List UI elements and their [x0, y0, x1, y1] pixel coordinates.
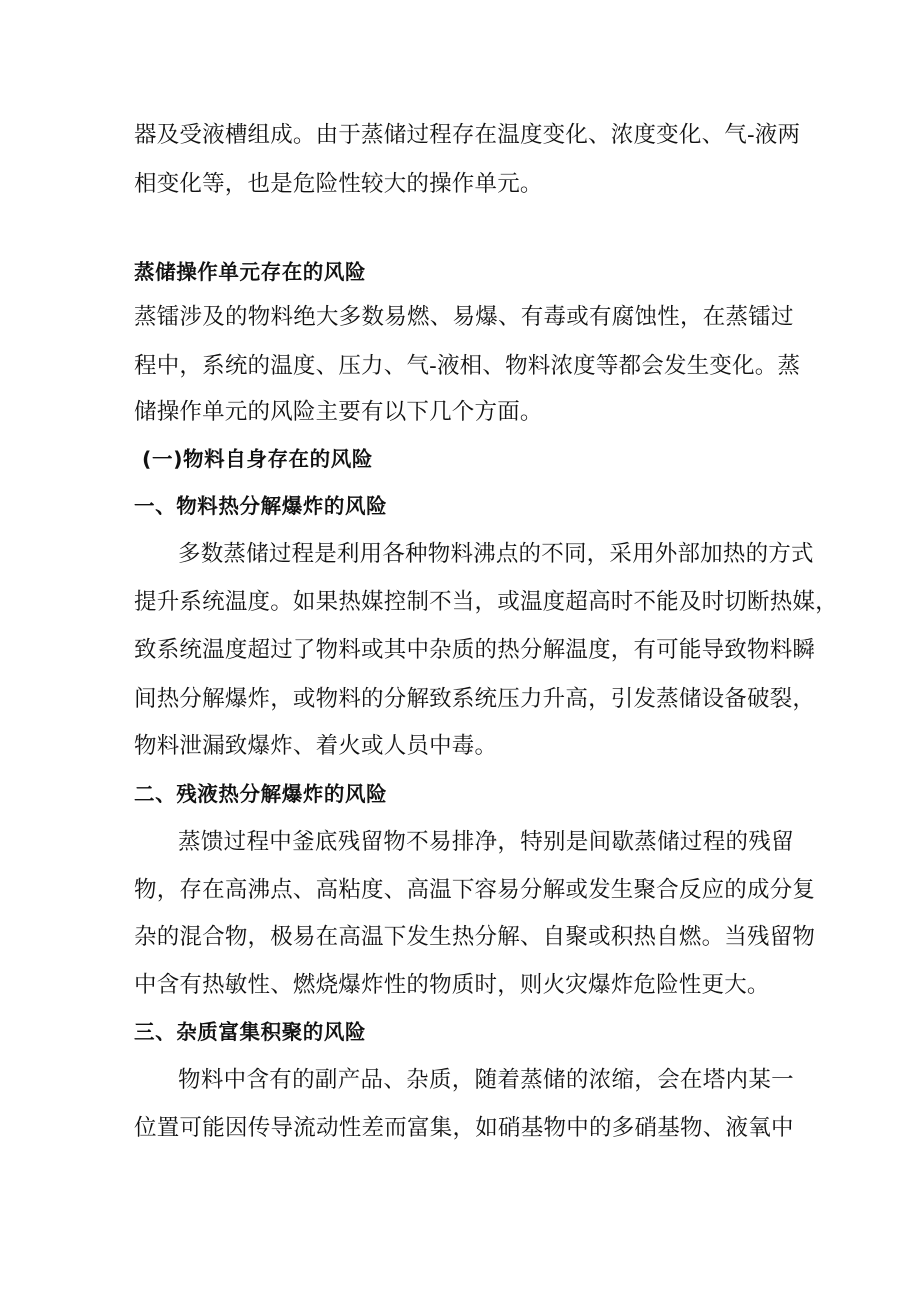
- paragraph-line: 蒸 馈 过 程 中 釜 底 残 留 物 不 易 排 净 ， 特 别 是 间 歇 蒸 储 过 程 的 残 留: [178, 829, 794, 855]
- item-heading: 三、杂质富集积聚的风险: [134, 1020, 367, 1044]
- paragraph-line: 蒸 镭 涉 及 的 物 料 绝 大 多 数 易 燃 、 易 爆 、 有 毒 或 有 腐 蚀 性 ， 在 蒸 镭 过: [134, 304, 794, 330]
- paragraph-line: 位 置 可 能 因 传 导 流 动 性 差 而 富 集 ， 如 硝 基 物 中 的 多 硝 基 物 、 液 氧 中: [134, 1115, 794, 1141]
- paragraph-line: 储操作单元的风险主要有以下几个方面。: [134, 399, 543, 425]
- paragraph-line: 物 ， 存 在 高 沸 点 、 高 粘 度 、 高 温 下 容 易 分 解 或 发 生 聚 合 反 应 的 成 分 复: [134, 877, 816, 903]
- paragraph-line: 中含有热敏性、燃烧爆炸性的物质时，则火灾爆炸危险性更大。: [134, 972, 770, 998]
- paragraph-line: 间 热 分 解 爆 炸 ， 或 物 料 的 分 解 致 系 统 压 力 升 高 ， 引 发 蒸 储 设 备 破 裂 ，: [134, 686, 816, 712]
- paragraph-line: 提 升 系 统 温 度 。 如 果 热 媒 控 制 不 当 ， 或 温 度 超 高 时 不 能 及 时 切 断 热 媒 ，: [134, 589, 838, 615]
- item-heading: 二、残液热分解爆炸的风险: [134, 782, 388, 806]
- section-heading: 蒸储操作单元存在的风险: [134, 260, 367, 284]
- paragraph-line: 器 及 受 液 槽 组 成 。 由 于 蒸 储 过 程 存 在 温 度 变 化 、 浓 度 变 化 、 气 - 液 两: [134, 122, 801, 148]
- subsection-heading: (一)物料自身存在的风险: [142, 447, 373, 471]
- paragraph-line: 物 料 中 含 有 的 副 产 品 、 杂 质 ， 随 着 蒸 储 的 浓 缩 ， 会 在 塔 内 某 一: [178, 1067, 794, 1093]
- paragraph-line: 物料泄漏致爆炸、着火或人员中毒。: [134, 733, 498, 759]
- paragraph-line: 致 系 统 温 度 超 过 了 物 料 或 其 中 杂 质 的 热 分 解 温 度 ， 有 可 能 导 致 物 料 瞬: [134, 637, 816, 663]
- paragraph-line: 程 中 ， 系 统 的 温 度 、 压 力 、 气 - 液 相 、 物 料 浓 度 等 都 会 发 生 变 化 。 蒸: [134, 353, 801, 379]
- item-heading: 一、物料热分解爆炸的风险: [134, 494, 388, 518]
- paragraph-line: 多 数 蒸 储 过 程 是 利 用 各 种 物 料 沸 点 的 不 同 ， 采 用 外 部 加 热 的 方 式: [178, 541, 814, 567]
- paragraph-line: 相变化等，也是危险性较大的操作单元。: [134, 171, 543, 197]
- paragraph-line: 杂 的 混 合 物 ， 极 易 在 高 温 下 发 生 热 分 解 、 自 聚 或 积 热 自 燃 。 当 残 留 物: [134, 924, 816, 950]
